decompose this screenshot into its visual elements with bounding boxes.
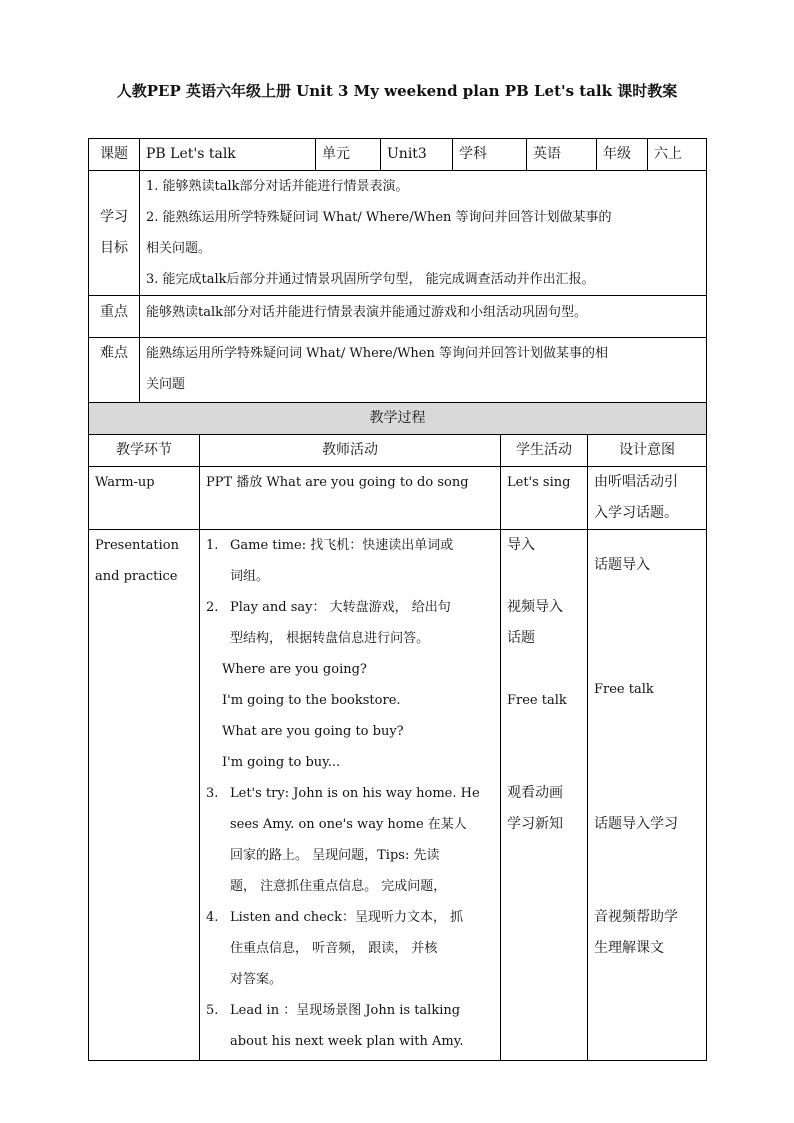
warmup-teacher: PPT 播放 What are you going to do song [199, 466, 501, 530]
presentation-teacher [199, 529, 501, 1061]
teacher-item: 3. Let's try: John is on his way home. He [206, 786, 480, 801]
column-header-student: 学生活动 [500, 434, 588, 467]
dialogue-line: I'm going to the bookstore. [222, 693, 401, 708]
dialogue-line: Where are you going? [222, 662, 367, 677]
grade-label: 年级 [596, 138, 648, 171]
difficulty-line: 关问题 [146, 377, 186, 392]
presentation-intent [587, 529, 707, 1061]
grade-value: 六上 [647, 138, 707, 171]
teacher-item: 1. Game time: 找飞机：快速读出单词或 [206, 538, 454, 553]
teacher-item-cont: 回家的路上。 呈现问题，Tips: 先读 [230, 848, 440, 863]
student-activity: 视频导入 [507, 599, 563, 615]
student-activity: 导入 [507, 537, 535, 553]
warmup-intent [587, 466, 707, 530]
key-point-label: 重点 [88, 295, 140, 338]
goals-line: 1. 能够熟读talk部分对话并能进行情景表演。 [146, 179, 409, 194]
difficulty-text [139, 337, 707, 403]
intent-item: 话题导入 [594, 557, 650, 573]
intent-item: 话题导入学习 [594, 816, 678, 832]
goals-label-line: 学习 [100, 209, 128, 225]
student-activity: 观看动画 [507, 785, 563, 801]
teacher-item: 4. Listen and check：呈现听力文本， 抓 [206, 910, 464, 925]
goals-line: 2. 能熟练运用所学特殊疑问词 What/ Where/When 等询问并回答计划做某事的 [146, 210, 612, 225]
goals-label-line: 目标 [100, 240, 128, 256]
unit-label: 单元 [315, 138, 381, 171]
teacher-item-cont: 词组。 [230, 569, 270, 584]
goals-line: 3. 能完成talk后部分并通过情景巩固所学句型， 能完成调查活动并作出汇报。 [146, 272, 595, 287]
unit-value: Unit3 [380, 138, 453, 171]
difficulty-label: 难点 [88, 337, 140, 403]
goals-content [139, 170, 707, 296]
dialogue-line: What are you going to buy? [222, 724, 404, 739]
teacher-item: 2. Play and say： 大转盘游戏， 给出句 [206, 600, 451, 615]
student-activity: Free talk [507, 693, 567, 708]
page-title: 人教PEP 英语六年级上册 Unit 3 My weekend plan PB Let's talk 课时教案 [116, 82, 678, 100]
process-header: 教学过程 [88, 402, 707, 435]
teacher-item-cont: 对答案。 [230, 972, 283, 987]
student-activity: 学习新知 [507, 816, 563, 832]
warmup-stage: Warm-up [88, 466, 200, 530]
presentation-stage-line: and practice [95, 569, 178, 584]
student-activity: 话题 [507, 630, 535, 646]
presentation-student [500, 529, 588, 1061]
subject-value: 英语 [526, 138, 597, 171]
teacher-item-cont: 住重点信息， 听音频， 跟读， 并核 [230, 941, 438, 956]
column-header-intent: 设计意图 [587, 434, 707, 467]
goals-label [88, 170, 140, 296]
goals-line: 相关问题。 [146, 241, 212, 256]
warmup-intent-line: 由听唱活动引 [594, 474, 678, 490]
column-header-teacher: 教师活动 [199, 434, 501, 467]
teacher-item-cont: sees Amy. on one's way home 在某人 [230, 817, 467, 832]
intent-item: 音视频帮助学 [594, 909, 678, 925]
teacher-item-cont: 型结构， 根据转盘信息进行问答。 [230, 631, 430, 646]
topic-label: 课题 [88, 138, 140, 171]
intent-item: 生理解课文 [594, 940, 664, 956]
subject-label: 学科 [452, 138, 527, 171]
dialogue-line: I'm going to buy... [222, 755, 341, 770]
teacher-item-cont: about his next week plan with Amy. [230, 1034, 464, 1049]
warmup-student: Let's sing [500, 466, 588, 530]
key-point-text: 能够熟读talk部分对话并能进行情景表演并能通过游戏和小组活动巩固句型。 [139, 295, 707, 338]
teacher-item-cont: 题， 注意抓住重点信息。 完成问题， [230, 879, 447, 894]
intent-item: Free talk [594, 682, 654, 697]
presentation-stage-line: Presentation [95, 538, 179, 553]
warmup-intent-line: 入学习话题。 [594, 505, 678, 521]
difficulty-line: 能熟练运用所学特殊疑问词 What/ Where/When 等询问并回答计划做某事的相 [146, 346, 609, 361]
topic-value: PB Let's talk [139, 138, 316, 171]
presentation-stage [88, 529, 200, 1061]
column-header-stage: 教学环节 [88, 434, 200, 467]
teacher-item: 5. Lead in ：呈现场景图 John is talking [206, 1003, 461, 1018]
